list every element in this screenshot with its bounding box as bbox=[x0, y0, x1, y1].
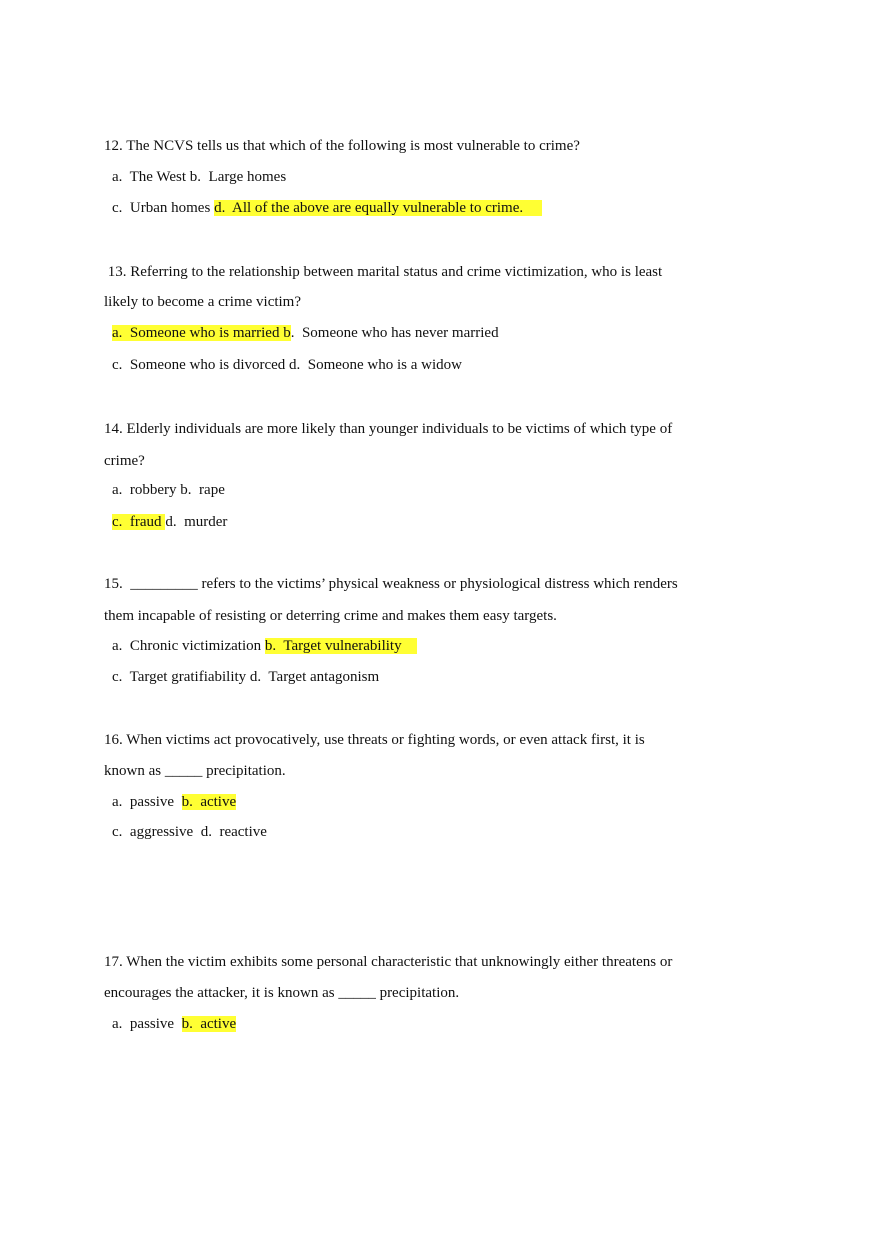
option-text: . Someone who has never married bbox=[290, 325, 499, 341]
highlighted-answer: b. Target vulnerability bbox=[264, 638, 417, 654]
answer-options-row bbox=[112, 636, 417, 656]
highlighted-answer: a. Someone who is married b bbox=[112, 325, 291, 341]
question-text: 12. The NCVS tells us that which of the following is most vulnerable to crime? bbox=[104, 138, 580, 154]
question-text: 17. When the victim exhibits some personal characteristic that unknowingly either threatens or bbox=[104, 954, 673, 970]
question-text: them incapable of resisting or deterring crime and makes them easy targets. bbox=[104, 608, 557, 624]
highlighted-answer: b. active bbox=[181, 1016, 237, 1032]
question-text: encourages the attacker, it is known as _____ precipitation. bbox=[104, 985, 460, 1001]
question-text: crime? bbox=[104, 453, 145, 469]
option-text: d. murder bbox=[165, 514, 228, 530]
option-text: a. robbery b. rape bbox=[112, 482, 225, 498]
answer-options-row bbox=[112, 667, 379, 687]
option-text: a. passive bbox=[112, 794, 182, 810]
answer-options-row bbox=[112, 1014, 236, 1034]
question-text: known as _____ precipitation. bbox=[104, 763, 286, 779]
option-text: c. aggressive d. reactive bbox=[112, 824, 267, 840]
answer-options-row bbox=[112, 822, 267, 842]
answer-options-row bbox=[112, 167, 286, 187]
answer-options-row bbox=[112, 355, 462, 375]
option-text: a. passive bbox=[112, 1016, 182, 1032]
highlighted-answer: d. All of the above are equally vulnerable to crime. bbox=[214, 200, 542, 216]
answer-options-row bbox=[112, 792, 236, 812]
answer-options-row bbox=[112, 512, 227, 532]
highlighted-answer: b. active bbox=[181, 794, 237, 810]
answer-options-row bbox=[112, 198, 542, 218]
option-text: c. Urban homes bbox=[112, 200, 215, 216]
option-text: a. The West b. Large homes bbox=[112, 169, 287, 185]
question-text: 13. Referring to the relationship between marital status and crime victimization, who is least bbox=[104, 264, 663, 280]
question-text: 15. _________ refers to the victims’ physical weakness or physiological distress which renders bbox=[104, 576, 678, 592]
option-text: a. Chronic victimization bbox=[112, 638, 265, 654]
question-text: likely to become a crime victim? bbox=[104, 294, 302, 310]
answer-options-row bbox=[112, 323, 499, 343]
question-text: 16. When victims act provocatively, use threats or fighting words, or even attack first, it is bbox=[104, 732, 645, 748]
highlighted-answer: c. fraud bbox=[112, 514, 166, 530]
answer-options-row bbox=[112, 480, 225, 500]
option-text: c. Target gratifiability d. Target antagonism bbox=[112, 669, 380, 685]
question-text: 14. Elderly individuals are more likely than younger individuals to be victims of which type of bbox=[104, 421, 673, 437]
option-text: c. Someone who is divorced d. Someone who is a widow bbox=[112, 357, 462, 373]
